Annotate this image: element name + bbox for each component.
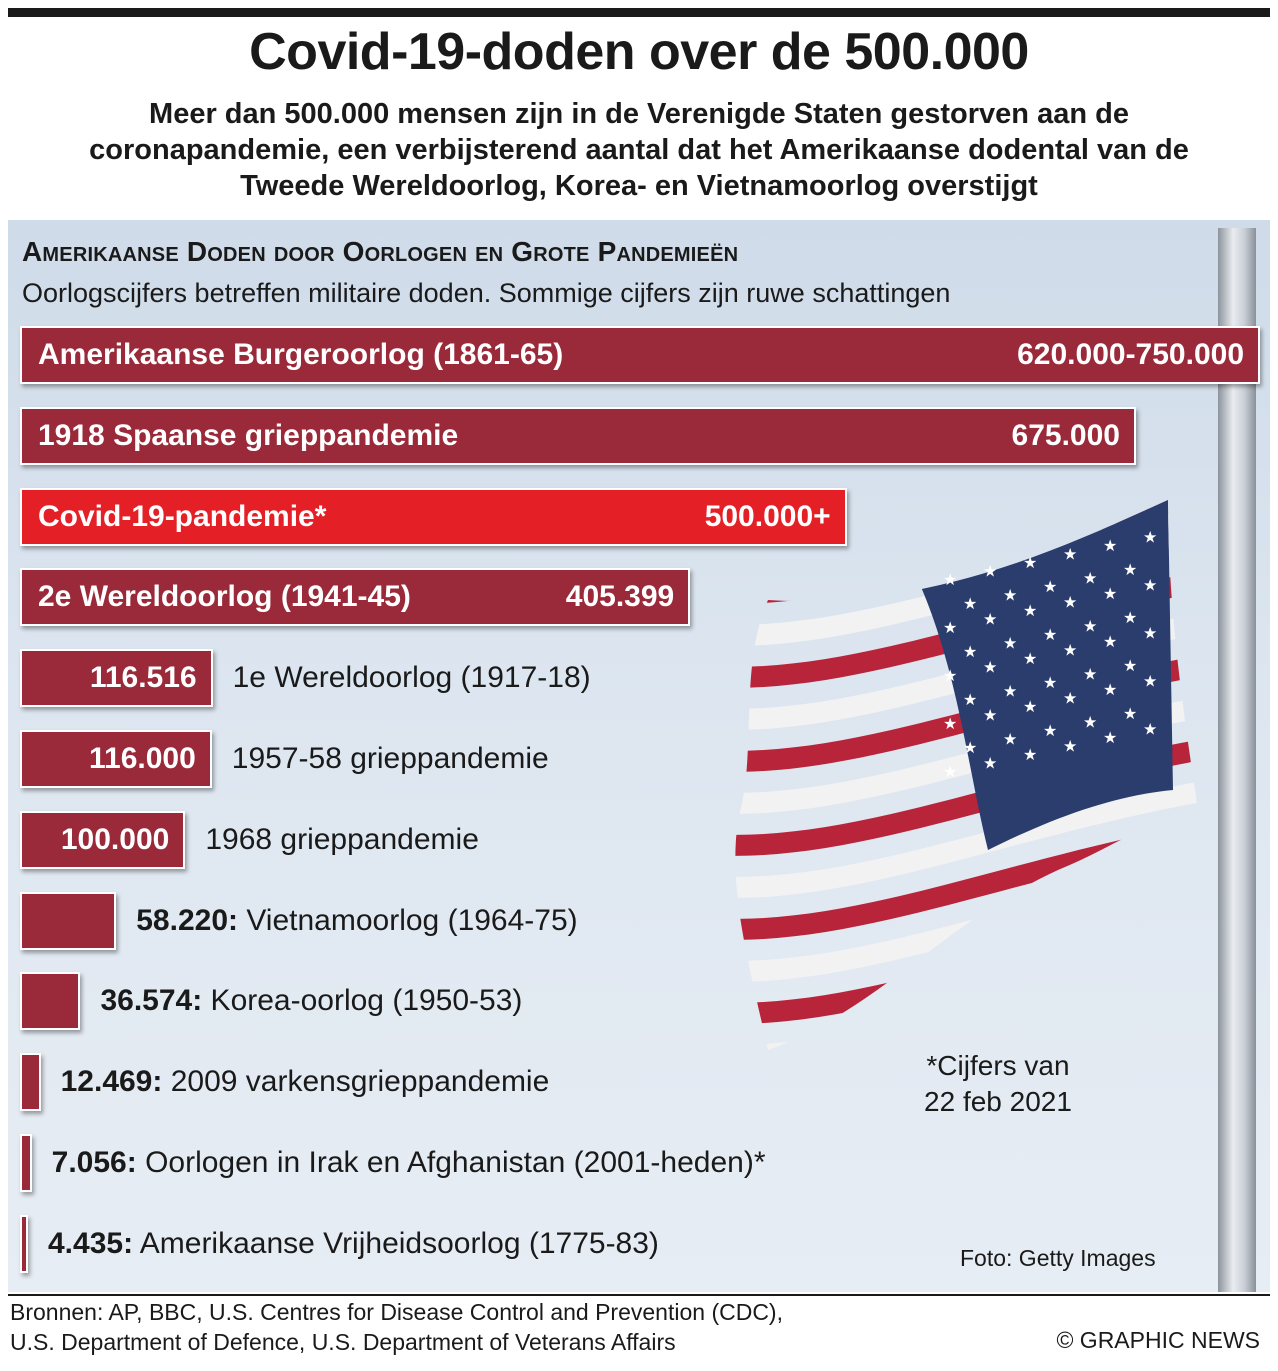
- bar-label-3: 2e Wereldoorlog (1941-45): [38, 580, 411, 614]
- flag-star-icon: ★: [983, 561, 998, 581]
- bar-label-8: 36.574: Korea-oorlog (1950-53): [100, 984, 523, 1018]
- flag-star-icon: ★: [963, 690, 978, 709]
- flag-star-icon: ★: [983, 705, 998, 725]
- bar-7: [20, 892, 116, 950]
- flag-star-icon: ★: [1083, 664, 1098, 684]
- flag-star-icon: ★: [1023, 745, 1038, 764]
- flag-star-icon: ★: [1043, 673, 1058, 692]
- bar-chart: [8, 220, 1270, 1292]
- bar-value-6: 100.000: [60, 822, 170, 856]
- flag-star-icon: ★: [1023, 649, 1038, 668]
- bar-value-0: 620.000-750.000: [1017, 338, 1244, 371]
- bar-value-8: 36.574:: [100, 984, 203, 1018]
- flag-star-icon: ★: [1103, 680, 1118, 699]
- bar-value-4: 116.516: [89, 661, 197, 695]
- footnote: *Cijfers van 22 feb 2021: [924, 1050, 1072, 1117]
- bar-value-9: 12.469:: [60, 1065, 163, 1099]
- flag-star-icon: ★: [1083, 712, 1098, 732]
- chart-panel: [8, 220, 1270, 1292]
- flag-star-icon: ★: [1143, 527, 1158, 547]
- flag-star-icon: ★: [1063, 544, 1078, 564]
- photo-credit: Foto: Getty Images: [960, 1245, 1156, 1271]
- flag-star-icon: ★: [1103, 536, 1118, 555]
- flag-star-icon: ★: [1123, 656, 1138, 675]
- bottom-rule: [8, 1294, 1270, 1296]
- flag-star-icon: ★: [1023, 697, 1038, 716]
- bar-label-0: Amerikaanse Burgeroorlog (1861-65): [38, 338, 564, 371]
- flag-star-icon: ★: [1143, 623, 1158, 643]
- flag-star-icon: ★: [1003, 681, 1018, 701]
- sources-line-1: Bronnen: AP, BBC, U.S. Centres for Disease Control and Prevention (CDC),: [10, 1299, 783, 1325]
- bar-value-10: 7.056:: [51, 1146, 137, 1179]
- chart-subtitle: Oorlogscijfers betreffen militaire doden. Sommige cijfers zijn ruwe schattingen: [22, 278, 951, 308]
- bar-value-1: 675.000: [1011, 418, 1120, 452]
- flag-star-icon: ★: [1063, 736, 1078, 756]
- bar-value-5: 116.000: [88, 742, 196, 775]
- bar-value-2: 500.000+: [704, 499, 831, 533]
- page-title: Covid-19-doden over de 500.000: [249, 23, 1029, 81]
- flag-star-icon: ★: [1143, 719, 1158, 739]
- top-rule: [8, 8, 1270, 17]
- flag-star-icon: ★: [1123, 608, 1138, 627]
- flag-star-icon: ★: [1103, 728, 1118, 747]
- flag-star-icon: ★: [963, 594, 978, 613]
- flag-star-icon: ★: [943, 762, 958, 781]
- flag-star-icon: ★: [1043, 625, 1058, 644]
- flag-star-icon: ★: [943, 666, 958, 685]
- flag-star-icon: ★: [1083, 568, 1098, 588]
- flag-star-icon: ★: [1123, 560, 1138, 579]
- flag-star-icon: ★: [1063, 640, 1078, 660]
- flag-star-icon: ★: [1043, 577, 1058, 596]
- flag-star-icon: ★: [983, 609, 998, 629]
- bar-10: [20, 1134, 32, 1192]
- flag-star-icon: ★: [1003, 585, 1018, 605]
- sources-line-2: U.S. Department of Defence, U.S. Department of Veterans Affairs: [10, 1329, 676, 1355]
- flag-star-icon: ★: [963, 738, 978, 757]
- flag-star-icon: ★: [1003, 729, 1018, 749]
- flag-star-icon: ★: [1063, 592, 1078, 612]
- flag-star-icon: ★: [1083, 616, 1098, 636]
- flag-star-icon: ★: [983, 753, 998, 773]
- bar-label-10: 7.056: Oorlogen in Irak en Afghanistan (2001-heden)*: [51, 1146, 766, 1179]
- flag-star-icon: ★: [1063, 688, 1078, 708]
- bar-value-3: 405.399: [565, 580, 675, 614]
- flag-star-icon: ★: [1123, 704, 1138, 723]
- flag-star-icon: ★: [1003, 633, 1018, 653]
- bar-8: [20, 972, 80, 1030]
- flag-star-icon: ★: [983, 657, 998, 677]
- bar-label-7: 58.220: Vietnamoorlog (1964-75): [136, 903, 578, 937]
- page-subtitle: Meer dan 500.000 mensen zijn in de Verenigde Staten gestorven aan de coronapandemie, een verbijsterend aantal dat het Amerikaanse dodental van de Tweede Wereldoorlog, Korea- en Vietnamoorlog overstijgt: [89, 98, 1189, 202]
- bar-label-9: 12.469: 2009 varkensgrieppandemie: [60, 1065, 550, 1099]
- bar-label-1: 1918 Spaanse grieppandemie: [38, 418, 459, 452]
- bar-value-11: 4.435:: [48, 1226, 134, 1260]
- bar-label-11: 4.435: Amerikaanse Vrijheidsoorlog (1775-83): [48, 1226, 659, 1260]
- bar-label-5: 1957-58 grieppandemie: [231, 742, 549, 775]
- graphic-news-credit: © GRAPHIC NEWS: [1056, 1327, 1260, 1353]
- bar-label-2: Covid-19-pandemie*: [38, 499, 327, 533]
- bar-label-4: 1e Wereldoorlog (1917-18): [232, 661, 591, 695]
- flag-star-icon: ★: [1103, 584, 1118, 603]
- flag-star-icon: ★: [1043, 721, 1058, 740]
- bar-value-7: 58.220:: [136, 903, 238, 937]
- flag-star-icon: ★: [1143, 671, 1158, 691]
- flag-star-icon: ★: [963, 642, 978, 661]
- chart-title: Amerikaanse Doden door Oorlogen en Grote Pandemieën: [22, 236, 739, 267]
- flag-star-icon: ★: [1103, 632, 1118, 651]
- bar-9: [20, 1053, 41, 1111]
- flag-star-icon: ★: [943, 714, 958, 733]
- flag-star-icon: ★: [1023, 553, 1038, 572]
- sources: [10, 1297, 783, 1357]
- flag-star-icon: ★: [943, 570, 958, 589]
- bar-label-6: 1968 grieppandemie: [205, 822, 479, 856]
- flag-star-icon: ★: [1143, 575, 1158, 595]
- flag-star-icon: ★: [943, 618, 958, 637]
- flag-star-icon: ★: [1023, 601, 1038, 620]
- bar-11: [20, 1215, 28, 1273]
